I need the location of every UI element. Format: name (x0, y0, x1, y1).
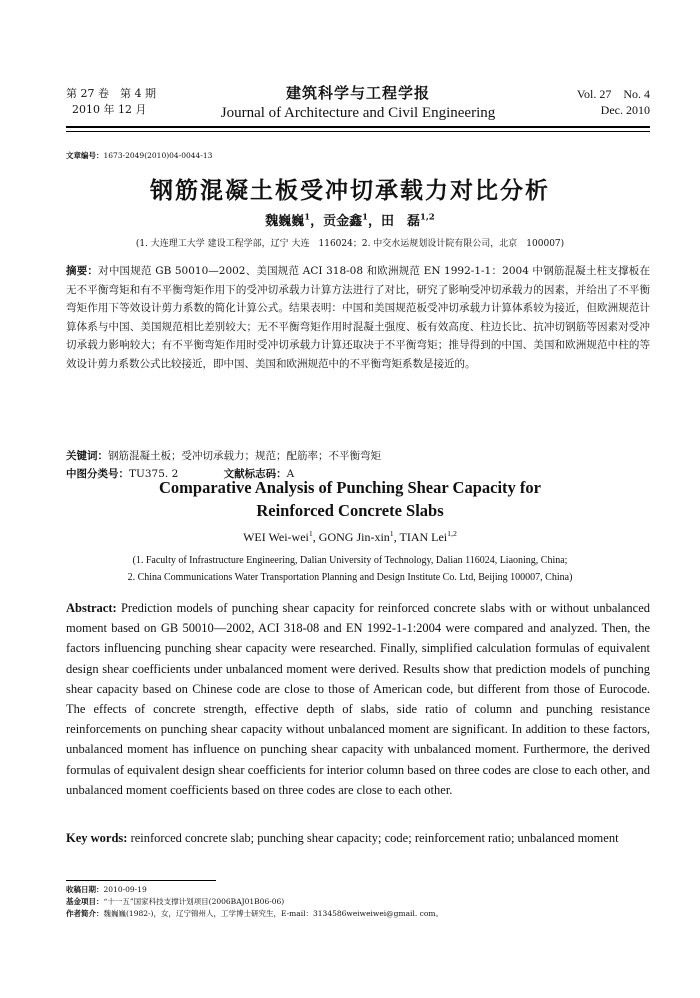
author-cn-2-sup: 1 (362, 211, 369, 222)
keywords-en-label: Key words: (66, 831, 128, 845)
keywords-cn-label: 关键词： (66, 450, 108, 462)
keywords-en (66, 828, 650, 848)
journal-name-cn: 建筑科学与工程学报 (285, 84, 430, 102)
author-cn-3: ，田 磊 (368, 214, 421, 229)
article-number-label: 文章编号： (66, 151, 104, 160)
article-number (66, 150, 212, 161)
received-label: 收稿日期： (66, 885, 104, 894)
author-cn-3-sup: 1,2 (420, 211, 435, 222)
date-en: Dec. 2010 (600, 103, 650, 117)
footnote-received (66, 884, 650, 896)
keywords-cn-text: 钢筋混凝土板；受冲切承载力；规范；配筋率；不平衡弯矩 (108, 450, 381, 462)
header-right (577, 86, 650, 118)
author-en-1-sup: 1 (308, 529, 313, 538)
author-en-2: , GONG Jin-xin (312, 530, 390, 544)
authors-cn (0, 210, 700, 229)
bio-label: 作者简介： (66, 909, 104, 918)
clc-value: TU375. 2 (129, 468, 179, 480)
title-en-line-1: Comparative Analysis of Punching Shear Capacity for (159, 478, 541, 497)
volume-en: Vol. 27 No. 4 (576, 87, 650, 101)
author-en-2-sup: 1 (389, 529, 394, 538)
keywords-en-text: reinforced concrete slab; punching shear capacity; code; reinforcement ratio; unbalanced moment (127, 831, 619, 845)
title-en (0, 476, 700, 522)
author-cn-1: 魏巍巍 (265, 214, 305, 229)
title-en-line-2: Reinforced Concrete Slabs (256, 501, 444, 520)
affiliation-en-1: (1. Faculty of Infrastructure Engineering, Dalian University of Technology, Dalian 116024, Liaoning, China; (132, 555, 568, 566)
affiliation-cn: (1. 大连理工大学 建设工程学部，辽宁 大连 116024；2. 中交水运规划设计院有限公司，北京 100007) (135, 239, 565, 249)
affiliation-en-2: 2. China Communications Water Transportation Planning and Design Institute Co. Ltd, Beijing 100007, China) (127, 572, 573, 583)
journal-header (66, 82, 650, 128)
fund-value: “十一五”国家科技支撑计划项目(2006BAJ01B06-06) (103, 897, 285, 906)
author-en-1: WEI Wei-wei (243, 530, 309, 544)
abstract-en-label: Abstract: (66, 601, 117, 615)
abstract-cn-text: 对中国规范 GB 50010—2002、美国规范 ACI 318-08 和欧洲规范 EN 1992-1-1：2004 中钢筋混凝土柱支撑板在无不平衡弯矩和有不平衡弯矩作用下的受冲切承载力计算方法进行了对比，研究了影响受冲切承载力的因素，并给出了不平衡弯矩作用下等效设计剪力系数的简化计算公式。结果表明：中国和美国规范板受冲切承载力计算体系较为接近，但欧洲规范计算体系与中国、美国规范相比差别较大；无不平衡弯矩作用时混凝土强度、板有效高度、柱边长比、抗冲切钢筋等因素对受冲切承载力影响较大；有不平衡弯矩作用时受冲切承载力计算还取决于不平衡弯矩；推导得到的中国、美国和欧洲规范中柱的等效设计剪力系数公式比较接近，即中国、美国和欧洲规范中的不平衡弯矩系数是接近的。 (66, 265, 650, 370)
abstract-en (66, 598, 650, 800)
author-cn-1-sup: 1 (304, 211, 311, 222)
received-value: 2010-09-19 (103, 885, 147, 894)
footnotes (66, 884, 650, 920)
clc-label: 中图分类号： (66, 468, 129, 480)
date-cn: 2010 年 12 月 (72, 103, 147, 116)
title-cn: 钢筋混凝土板受冲切承载力对比分析 (150, 178, 550, 204)
header-center (66, 84, 650, 123)
keywords-cn (66, 447, 650, 465)
abstract-cn-label: 摘要： (66, 265, 99, 277)
footnote-fund (66, 896, 650, 908)
abstract-cn (66, 262, 650, 374)
bio-value: 魏巍巍(1982-)，女，辽宁锦州人，工学博士研究生，E-mail：3134586weiweiwei@gmail. com。 (103, 909, 443, 918)
journal-name-en: Journal of Architecture and Civil Engineering (220, 105, 496, 121)
doc-code-label: 文献标志码： (223, 468, 287, 480)
article-number-value: 1673-2049(2010)04-0044-13 (103, 151, 213, 160)
footnote-bio (66, 908, 650, 920)
author-cn-2: ，贡金鑫 (310, 214, 363, 229)
author-en-3-sup: 1,2 (447, 529, 457, 538)
affiliation-en (0, 552, 700, 586)
author-en-3: , TIAN Lei (393, 530, 448, 544)
volume-cn: 第 27 卷 第 4 期 (66, 87, 156, 100)
abstract-en-text: Prediction models of punching shear capacity for reinforced concrete slabs with or without unbalanced moment based on GB 50010—2002, ACI 318-08 and EN 1992-1-1:2004 were compared and analyzed. Then, the factors influencing punching shear capacity were researched. Finally, simplified calculation formulas of equivalent design shear coefficients under unbalanced moment were derived. Results show that prediction models of punching shear capacity based on Chinese code are close to those of American code, but different from those of Eurocode. The effects of concrete strength, effective depth of slabs, side ratio of column and punching resistance reinforcements on punching shear capacity without unbalanced moment are significant. In addition to these factors, unbalanced moment has influence on punching shear capacity with unbalanced moment. Furthermore, the derived formulas of equivalent design shear coefficients for interior column based on three codes are close to each other, and unbalanced moment coefficients based on three codes are close to each other. (66, 601, 650, 797)
authors-en (0, 530, 700, 545)
doc-code-value: A (286, 468, 295, 480)
fund-label: 基金项目： (66, 897, 104, 906)
footnote-divider (66, 880, 216, 881)
